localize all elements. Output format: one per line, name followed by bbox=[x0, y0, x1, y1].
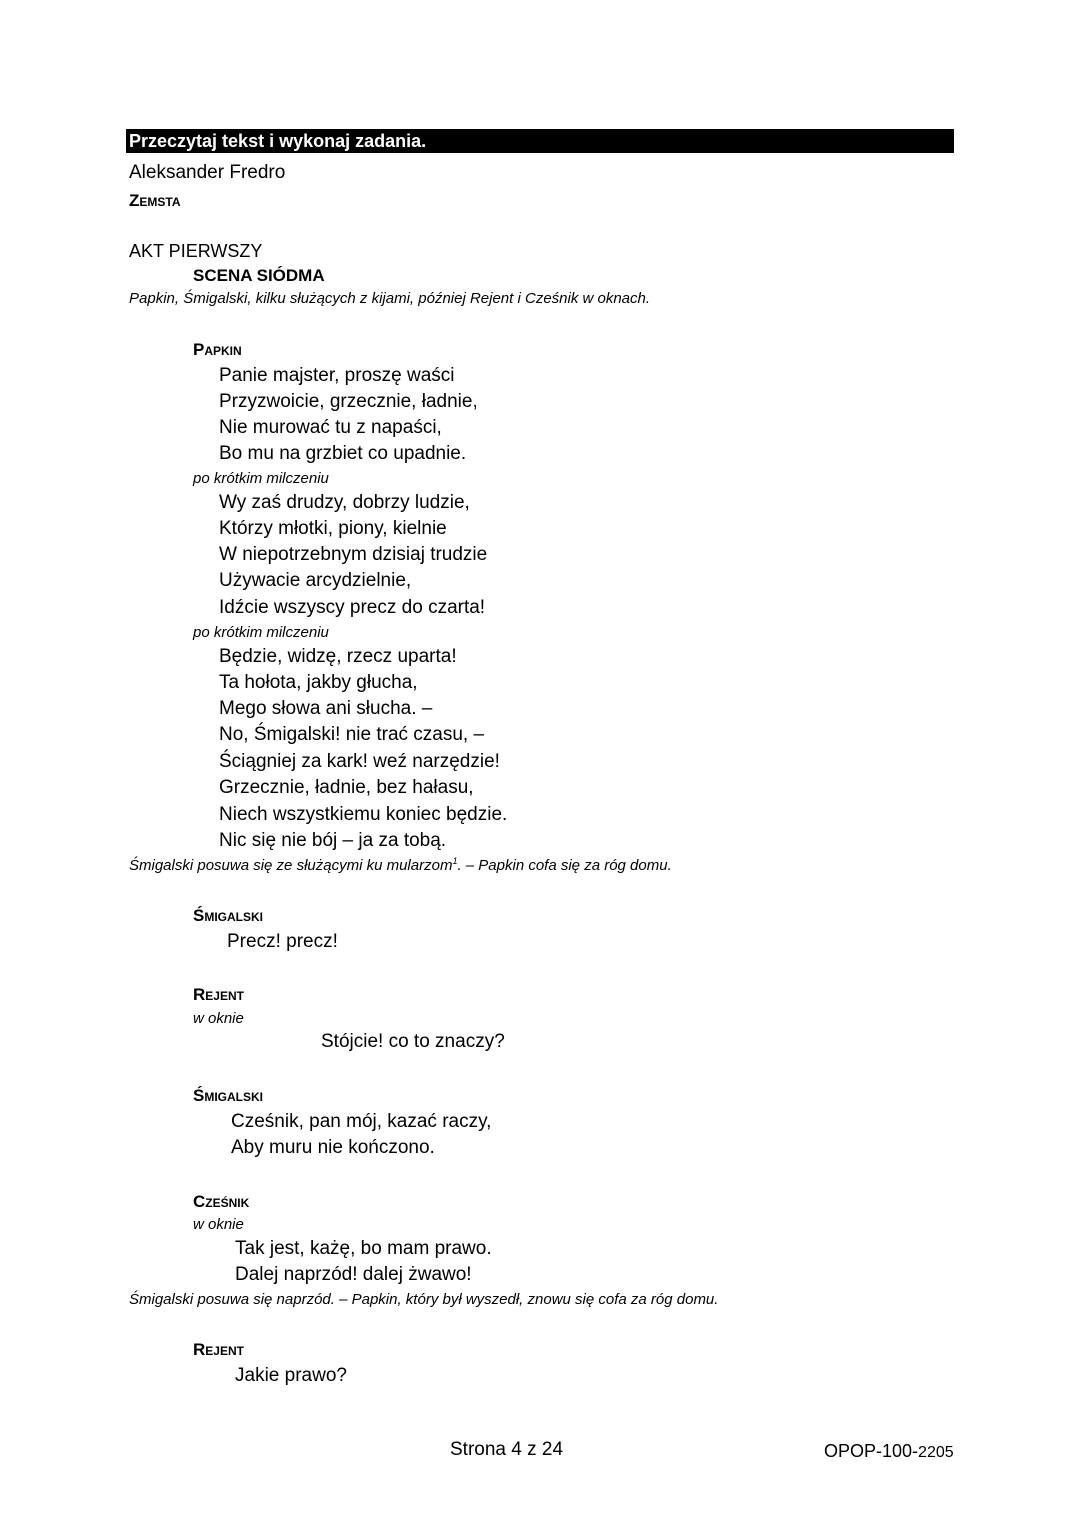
verse-line: Jakie prawo? bbox=[235, 1365, 347, 1386]
act-heading: AKT PIERWSZY bbox=[129, 241, 263, 261]
page-number: Strona 4 z 24 bbox=[450, 1439, 564, 1460]
verse-line: Grzecznie, ładnie, bez hałasu, bbox=[219, 777, 474, 798]
instruction-bar: Przeczytaj tekst i wykonaj zadania. bbox=[126, 129, 954, 153]
verse-line: Aby muru nie kończono. bbox=[231, 1137, 435, 1158]
verse-line: Mego słowa ani słucha. – bbox=[219, 698, 433, 719]
play-title: Zemsta bbox=[129, 191, 181, 210]
verse-line: Stójcie! co to znaczy? bbox=[321, 1031, 505, 1052]
verse-line: W niepotrzebnym dzisiaj trudzie bbox=[219, 544, 488, 565]
stage-direction-2: Śmigalski posuwa się naprzód. – Papkin, który był wyszedł, znowu się cofa za róg domu. bbox=[129, 1291, 719, 1308]
stage-direction: w oknie bbox=[193, 1010, 244, 1027]
verse-line: Używacie arcydzielnie, bbox=[219, 570, 412, 591]
scene-heading: SCENA SIÓDMA bbox=[193, 266, 325, 285]
direction-text: Śmigalski posuwa się ze służącymi ku mularzom bbox=[129, 857, 453, 874]
verse-line: Wy zaś drudzy, dobrzy ludzie, bbox=[219, 492, 470, 513]
scene-direction: Papkin, Śmigalski, kilku służących z kijami, później Rejent i Cześnik w oknach. bbox=[129, 290, 651, 307]
verse-line: Precz! precz! bbox=[227, 931, 338, 952]
exam-code bbox=[824, 1441, 954, 1462]
verse-line: Panie majster, proszę waści bbox=[219, 365, 455, 386]
verse-line: Cześnik, pan mój, kazać raczy, bbox=[231, 1111, 492, 1132]
speaker-rejent: Rejent bbox=[193, 1340, 244, 1359]
speaker-rejent: Rejent bbox=[193, 985, 244, 1004]
verse-line: Nie murować tu z napaści, bbox=[219, 417, 442, 438]
verse-line: Będzie, widzę, rzecz uparta! bbox=[219, 646, 457, 667]
verse-line: Tak jest, każę, bo mam prawo. bbox=[235, 1238, 492, 1259]
stage-direction: po krótkim milczeniu bbox=[193, 624, 329, 641]
verse-line: Idźcie wszyscy precz do czarta! bbox=[219, 597, 486, 618]
stage-direction: po krótkim milczeniu bbox=[193, 470, 329, 487]
stage-direction-1 bbox=[129, 856, 672, 874]
speaker-smigalski: Śmigalski bbox=[193, 906, 264, 925]
direction-text: . – Papkin cofa się za róg domu. bbox=[457, 857, 672, 874]
exam-code-main: OPOP-100- bbox=[824, 1441, 919, 1461]
verse-line: Ta hołota, jakby głucha, bbox=[219, 672, 418, 693]
stage-direction: w oknie bbox=[193, 1216, 244, 1233]
exam-code-year: 2205 bbox=[918, 1444, 954, 1461]
verse-line: Bo mu na grzbiet co upadnie. bbox=[219, 443, 467, 464]
verse-line: Nic się nie bój – ja za tobą. bbox=[219, 830, 447, 851]
verse-line: Dalej naprzód! dalej żwawo! bbox=[235, 1264, 472, 1285]
verse-line: No, Śmigalski! nie trać czasu, – bbox=[219, 724, 485, 745]
speaker-smigalski: Śmigalski bbox=[193, 1086, 264, 1105]
speaker-papkin: Papkin bbox=[193, 340, 242, 359]
speaker-czesnik: Cześnik bbox=[193, 1192, 250, 1211]
verse-line: Którzy młotki, piony, kielnie bbox=[219, 518, 447, 539]
verse-line: Przyzwoicie, grzecznie, ładnie, bbox=[219, 391, 478, 412]
author: Aleksander Fredro bbox=[129, 162, 286, 183]
footnote-marker: 1 bbox=[452, 856, 458, 866]
verse-line: Ściągniej za kark! weź narzędzie! bbox=[219, 751, 500, 772]
verse-line: Niech wszystkiemu koniec będzie. bbox=[219, 804, 508, 825]
